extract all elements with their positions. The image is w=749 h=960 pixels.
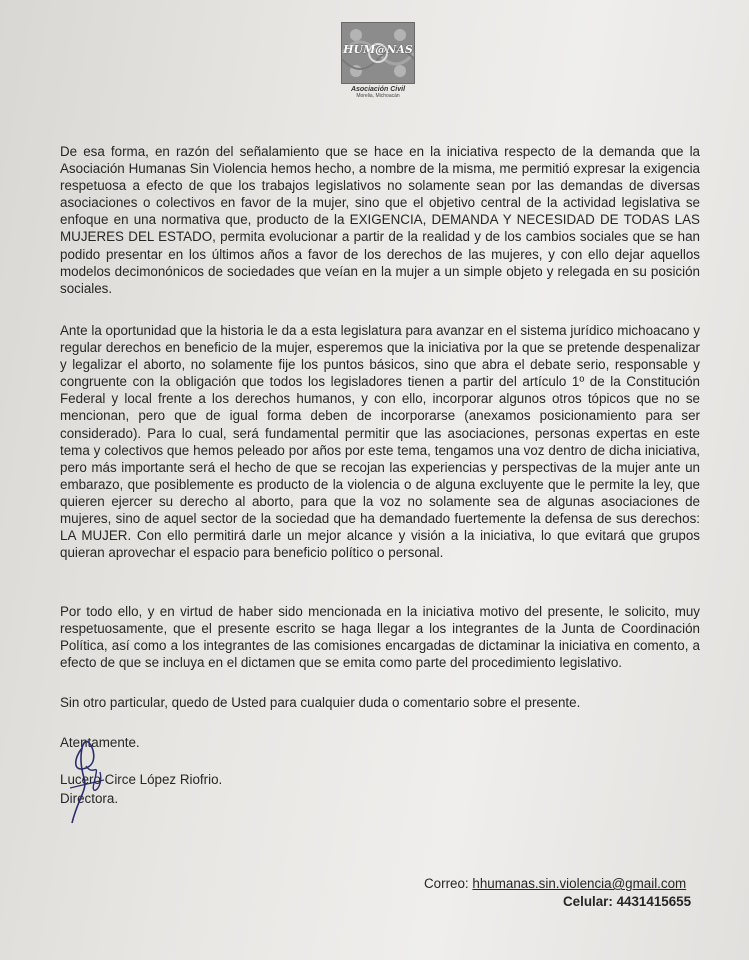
contact-phone-row: [563, 894, 691, 909]
email-label: Correo:: [424, 876, 469, 891]
body-paragraph-2: Ante la oportunidad que la historia le da a esta legislatura para avanzar en el sistema jurídico michoacano y regular derechos en beneficio de la mujer, esperemos que la iniciativa por la que se pretende despenalizar y legalizar el aborto, no solamente fije los puntos básicos, sino que abra el debate serio, responsable y congruente con la obligación que todos los legisladores tienen a partir del artículo 1º de la Constitución Federal y local frente a los derechos humanos, y con ello, incorporar algunos otros tópicos que no se mencionan, pero que de igual forma deben de incorporarse (anexamos posicionamiento para ser considerado). Para lo cual, será fundamental permitir que las asociaciones, personas expertas en este tema y colectivos que hemos peleado por años por este tema, tengamos una voz dentro de dicha iniciativa, pero más importante será el hecho de que se recojan las experiencias y perspectivas de la mujer ante un embarazo, que posiblemente es producto de la violencia o de alguna excluyente que le permite la ley, que quieren ejercer su derecho al aborto, para que la voz no solamente sea de algunas asociaciones de mujeres, sino de aquel sector de la sociedad que ha demandado fuertemente la defensa de sus derechos: LA MUJER. Con ello permitirá darle un mejor alcance y visión a la iniciativa, lo que evitará que grupos quieran aprovechar el espacio para beneficio político o personal.: [60, 323, 700, 561]
signer-title: Directora.: [60, 791, 119, 806]
logo-subtitle: Asociación Civil: [350, 86, 406, 93]
association-logo: [337, 22, 419, 99]
phone-label: Celular:: [563, 894, 613, 909]
logo-wordmark: HUM@NAS: [343, 43, 413, 56]
contact-email-row: [424, 876, 686, 891]
closing-remark: Sin otro particular, quedo de Usted para cualquier duda o comentario sobre el presente.: [60, 695, 581, 710]
signer-name: Lucero Circe López Riofrio.: [60, 772, 223, 787]
body-paragraph-1: De esa forma, en razón del señalamiento que se hace en la iniciativa respecto de la demanda que la Asociación Humanas Sin Violencia hemos hecho, a nombre de la misma, me permitió expresar la exigencia respetuosa a efecto de que los trabajos legislativos no solamente sean por las demandas de diversas asociaciones o colectivos en favor de la mujer, sino que el objetivo central de la actividad legislativa se enfoque en una normativa que, producto de la EXIGENCIA, DEMANDA Y NECESIDAD DE TODAS LAS MUJERES DEL ESTADO, permita evolucionar a partir de la realidad y de los cambios sociales que se han podido presentar en los últimos años a favor de los derechos de las mujeres, y con ello dejar aquellos modelos decimonónicos de sociedades que veían en la mujer a un simple objeto y relegada en su posición sociales.: [60, 144, 700, 296]
phone-number: 4431415655: [616, 894, 692, 909]
logo-emblem: [341, 22, 415, 84]
closing-salutation: Atentamente.: [60, 735, 140, 750]
handwritten-signature-icon: [64, 728, 124, 828]
email-link[interactable]: hhumanas.sin.violencia@gmail.com: [472, 876, 687, 891]
body-paragraph-3: Por todo ello, y en virtud de haber sido mencionada en la iniciativa motivo del presente, le solicito, muy respetuosamente, que el presente escrito se haga llegar a los integrantes de la Junta de Coordinación Política, así como a los integrantes de las comisiones encargadas de dictaminar la iniciativa en comento, a efecto de que se incluya en el dictamen que se emita como parte del procedimiento legislativo.: [60, 604, 700, 671]
logo-location: Morelia, Michoacán: [356, 93, 400, 99]
